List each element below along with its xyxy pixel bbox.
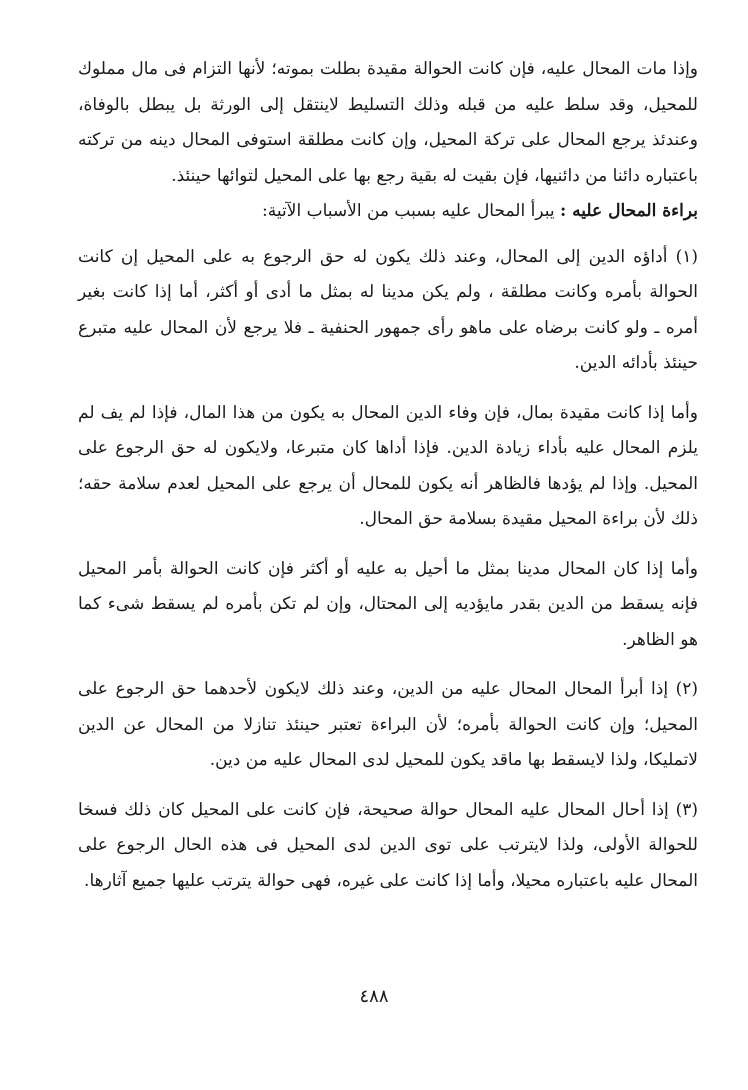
paragraph-3: وأما إذا كانت مقيدة بمال، فإن وفاء الدين المحال به يكون من هذا المال، فإذا لم يف لم يلزم المحال عليه بأداء زيادة الدين. فإذا أداها كان متبرعا، ولايكون له حق الرجوع على المحيل. وإذا لم يؤدها فالظاهر أنه يكون للمحال أن يرجع على المحيل لعدم سلامة حقه؛ ذلك لأن براءة المحيل مقيدة بسلامة حق المحال. — [78, 402, 698, 529]
paragraph-2: (١) أداؤه الدين إلى المحال، وعند ذلك يكون له حق الرجوع به على المحيل إن كانت الحوالة بأمره وكانت مطلقة ، ولم يكن مدينا له بمثل ما أدى أو أكثر، أما إذا كانت بغير أمره ـ ولو كانت برضاه على ماهو رأى جمهور الحنفية ـ فلا يرجع لأن المحال عليه متبرع حينئذ بأدائه الدين. — [78, 246, 698, 373]
section-heading — [78, 194, 698, 230]
document-body — [78, 52, 698, 899]
paragraph-1: وإذا مات المحال عليه، فإن كانت الحوالة مقيدة بطلت بموته؛ لأنها التزام فى مال مملوك للمحيل، وقد سلط عليه من قبله وذلك التسليط لاينتقل إلى الورثة بل يبطل بالوفاة، وعندئذ يرجع المحال على تركة المحيل، وإن كانت مطلقة استوفى المحال دينه من تركته باعتباره دائنا من دائنيها، فإن بقيت له بقية رجع بها على المحيل لتوائها حينئذ. — [78, 59, 698, 186]
paragraph-4: وأما إذا كان المحال مدينا بمثل ما أحيل به عليه أو أكثر فإن كانت الحوالة بأمر المحيل فإنه يسقط من الدين بقدر مايؤديه إلى المحتال، وإن لم تكن بأمره لم يسقط شىء كما هو الظاهر. — [78, 558, 698, 650]
heading-text: يبرأ المحال عليه بسبب من الأسباب الآتية: — [262, 201, 560, 221]
paragraph-6: (٣) إذا أحال المحال عليه المحال حوالة صحيحة، فإن كانت على المحيل كان ذلك فسخا للحوالة الأولى، ولذا لايترتب على توى الدين لدى المحيل فى هذه الحال الرجوع على المحال عليه باعتباره محيلا، وأما إذا كانت على غيره، فهى حوالة يترتب عليها جميع آثارها. — [78, 799, 698, 891]
page-number: ٤٨٨ — [359, 986, 389, 1007]
heading-title: براءة المحال عليه : — [559, 201, 698, 221]
paragraph-5: (٢) إذا أبرأ المحال المحال عليه من الدين، وعند ذلك لايكون لأحدهما حق الرجوع على المحيل؛ وإن كانت الحوالة بأمره؛ لأن البراءة تعتبر حينئذ تنازلا من المحال عن الدين لاتمليكا، ولذا لايسقط بها ماقد يكون للمحيل لدى المحال عليه من دين. — [78, 679, 698, 770]
